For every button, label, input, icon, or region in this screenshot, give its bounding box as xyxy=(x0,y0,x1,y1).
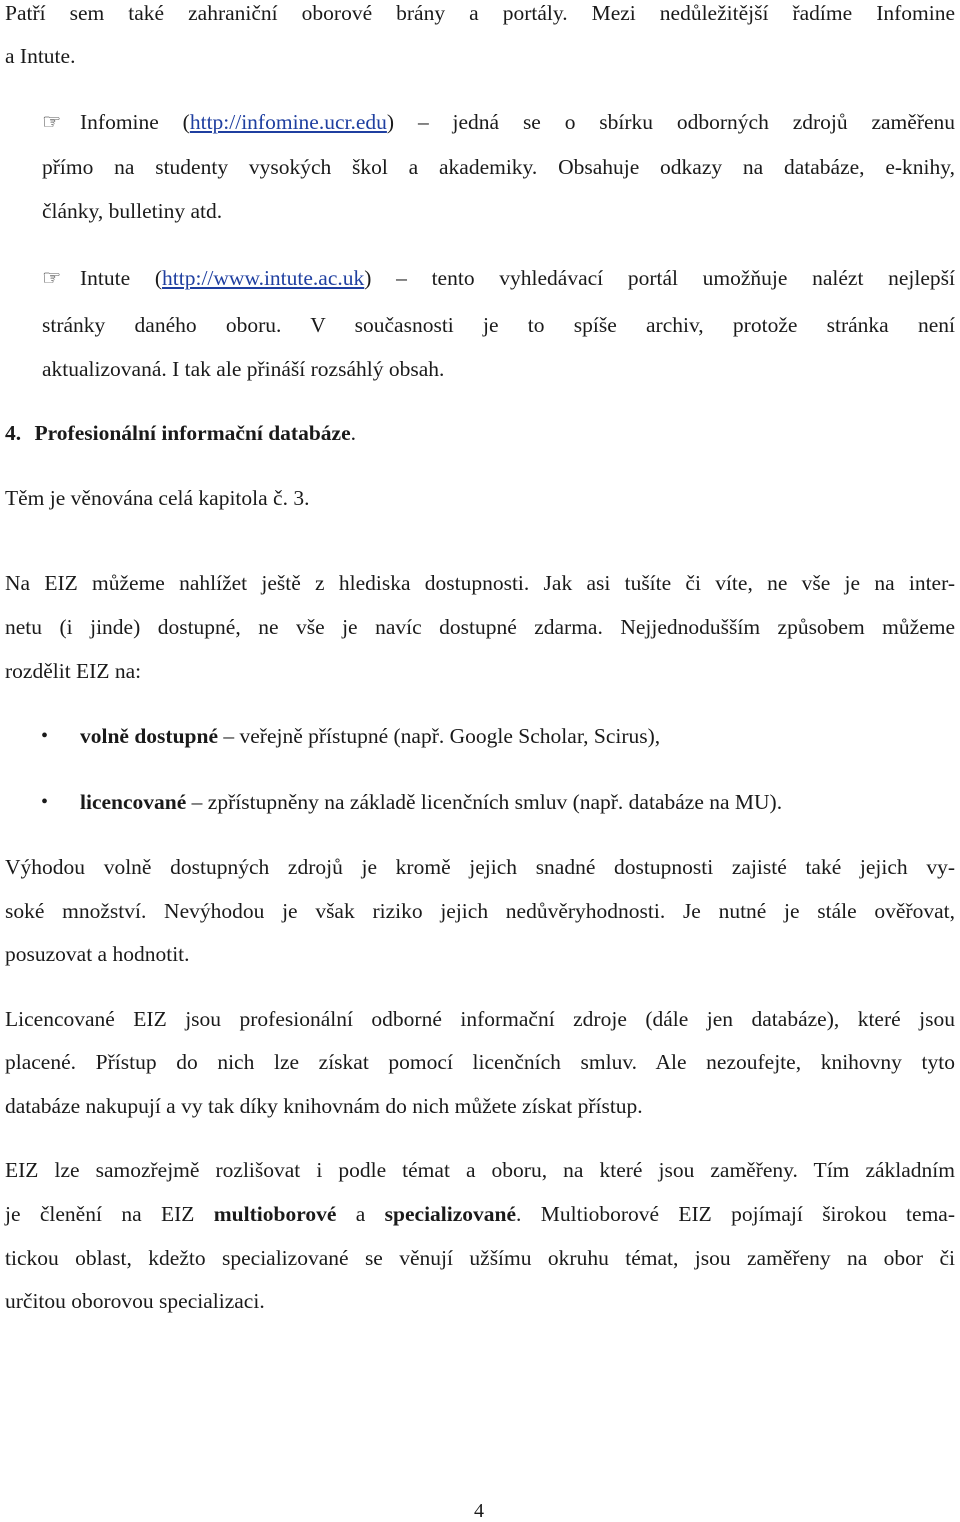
topic-text: . Multioborové EIZ pojímají širokou tema- xyxy=(516,1202,955,1226)
licensed-line-2: placené. Přístup do nich lze získat pomocí licenčních smluv. Ale nezoufejte, knihovny tyto xyxy=(5,1050,955,1074)
topic-line-2 xyxy=(5,1204,955,1226)
topic-text: a xyxy=(336,1202,385,1226)
licensed-line-1: Licencované EIZ jsou profesionální odborné informační zdroje (dále jen databáze), které jsou xyxy=(5,1007,955,1031)
bullet-term: volně dostupné xyxy=(80,724,218,748)
advantage-line-1: Výhodou volně dostupných zdrojů je kromě jejich snadné dostupnosti zajisté také jejich vy- xyxy=(5,855,955,879)
topic-line-4: určitou oborovou specializaci. xyxy=(5,1289,265,1313)
bullet-text: – zpřístupněny na základě licenčních smluv (např. databáze na MU). xyxy=(186,790,783,814)
advantage-line-2: soké množství. Nevýhodou je však riziko jejich nedůvěryhodnosti. Je nutné je stále ověřovat, xyxy=(5,899,955,923)
bullet-text: – veřejně přístupné (např. Google Scholar, Scirus), xyxy=(218,724,661,748)
infomine-line-2: přímo na studenty vysokých škol a akademiky. Obsahuje odkazy na databáze, e-knihy, xyxy=(42,155,955,179)
section-title-period: . xyxy=(350,421,356,445)
topic-line-1: EIZ lze samozřejmě rozlišovat i podle témat a oboru, na které jsou zaměřeny. Tím základním xyxy=(5,1158,955,1182)
chapter-note: Těm je věnována celá kapitola č. 3. xyxy=(5,486,310,510)
intute-name: Intute xyxy=(80,266,131,290)
topic-text: je členění na EIZ xyxy=(5,1202,214,1226)
intute-line-1 xyxy=(42,268,955,290)
intute-line-3: aktualizovaná. I tak ale přináší rozsáhlý obsah. xyxy=(42,357,445,381)
intro-line-1: Patří sem také zahraniční oborové brány a portály. Mezi nedůležitější řadíme Infomine xyxy=(5,1,955,25)
bullet-icon: • xyxy=(41,725,49,747)
pointing-hand-icon: ☞ xyxy=(42,110,62,134)
pointing-hand-icon: ☞ xyxy=(42,266,62,290)
bullet-icon: • xyxy=(41,791,49,813)
access-line-1: Na EIZ můžeme nahlížet ještě z hlediska dostupnosti. Jak asi tušíte či víte, ne vše je na inter- xyxy=(5,571,955,595)
intute-desc-1: – tento vyhledávací portál umožňuje nalézt nejlepší xyxy=(396,266,956,290)
list-item xyxy=(80,726,660,748)
intro-line-2: a Intute. xyxy=(5,44,76,68)
infomine-link[interactable]: http://infomine.ucr.edu xyxy=(189,110,387,134)
infomine-desc-1: – jedná se o sbírku odborných zdrojů zaměřenu xyxy=(417,110,956,134)
access-line-3: rozdělit EIZ na: xyxy=(5,659,142,683)
section-title: Profesionální informační databáze xyxy=(34,421,351,445)
infomine-line-3: články, bulletiny atd. xyxy=(42,199,223,223)
page-number: 4 xyxy=(474,1500,484,1522)
access-line-2: netu (i jinde) dostupné, ne vše je navíc dostupné zdarma. Nejjednodušším způsobem můžeme xyxy=(5,615,955,639)
intute-link[interactable]: http://www.intute.ac.uk xyxy=(162,266,365,290)
licensed-line-3: databáze nakupují a vy tak díky knihovnám do nich můžete získat přístup. xyxy=(5,1094,643,1118)
advantage-line-3: posuzovat a hodnotit. xyxy=(5,942,190,966)
infomine-line-1 xyxy=(42,112,955,134)
term-specializovane: specializované xyxy=(384,1202,517,1226)
topic-line-3: tickou oblast, kdežto specializované se věnují užšímu okruhu témat, jsou zaměřeny na obor či xyxy=(5,1246,955,1270)
list-item xyxy=(80,792,782,814)
intute-line-2: stránky daného oboru. V současnosti je to spíše archiv, protože stránka není xyxy=(42,313,955,337)
infomine-paren-open: ( xyxy=(182,110,190,134)
infomine-paren-close: ) xyxy=(386,110,395,134)
term-multioborove: multioborové xyxy=(213,1202,337,1226)
intute-paren-open: ( xyxy=(154,266,163,290)
intute-paren-close: ) xyxy=(364,266,372,290)
section-number: 4. xyxy=(5,421,22,445)
bullet-term: licencované xyxy=(80,790,187,814)
infomine-name: Infomine xyxy=(80,110,159,134)
section-heading xyxy=(5,423,356,445)
